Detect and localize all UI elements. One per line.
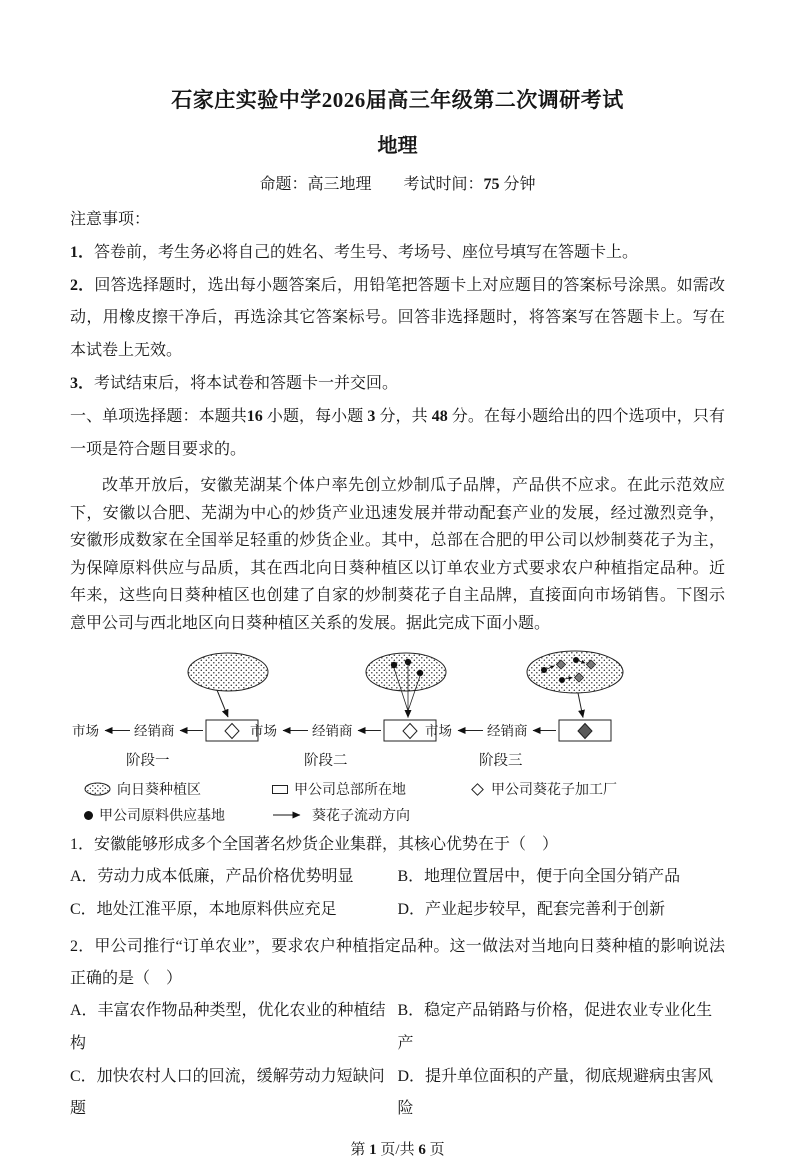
subject-title: 地理: [377, 135, 418, 157]
diagram-stage-3: [425, 651, 623, 769]
notice-item-3: 3．考试结束后，将本试卷和答题卡一并交回。: [70, 374, 399, 392]
question-2-options: [70, 995, 725, 1126]
supply-base-dot: [559, 677, 565, 683]
supply-base-icon: [84, 811, 93, 820]
legend-label: 向日葵种植区: [117, 783, 201, 799]
factory-icon: [471, 783, 484, 796]
dealer-label: 经销商: [487, 723, 528, 739]
exam-meta: 命题：高三地理 考试时间：75 分钟: [259, 176, 536, 193]
question-1-option-a: A．劳动力成本低廉，产品价格优势明显: [70, 868, 354, 886]
legend-flow-direction: [272, 805, 470, 825]
legend-factory: [470, 779, 725, 799]
relationship-diagram: [70, 649, 630, 771]
market-label: 市场: [250, 723, 277, 739]
question-1: [70, 829, 725, 927]
stage-label: 阶段二: [304, 753, 348, 770]
diagram-legend: [70, 779, 725, 825]
supply-base-dot: [541, 667, 547, 673]
question-1-stem: 1．安徽能够形成多个全国著名炒货企业集群，其核心优势在于（ ）: [70, 836, 559, 854]
reading-passage: 改革开放后，安徽芜湖某个体户率先创立炒制瓜子品牌，产品供不应求。在此示范效应下，安徽以合肥、芜湖为中心的炒货产业迅速发展并带动配套产业的发展，经过激烈竞争，安徽形成数家在全国举足轻重的炒货企业。其中，总部在合肥的甲公司以炒制葵花子为主，为保障原料供应与品质，其在西北向日葵种植区以订单农业方式要求农户种植指定品种。近年来，这些向日葵种植区也创建了自家的炒制葵花子自主品牌，直接面向市场销售。下图示意甲公司与西北地区向日葵种植区关系的发展。据此完成下面小题。: [70, 477, 725, 632]
flow-arrow-icon: [272, 810, 306, 820]
dealer-label: 经销商: [134, 723, 175, 739]
planting-region-icon: [84, 782, 111, 796]
question-2-option-d: D．提升单位面积的产量，彻底规避病虫害风险: [397, 1067, 714, 1118]
question-2-stem: 2．甲公司推行“订单农业”，要求农户种植指定品种。这一做法对当地向日葵种植的影响说法正确的是（ ）: [70, 938, 725, 988]
headquarters-icon: [272, 785, 288, 794]
legend-label: 甲公司葵花子加工厂: [491, 783, 617, 799]
stage-label: 阶段三: [479, 753, 523, 770]
market-label: 市场: [425, 723, 452, 739]
flow-arrow: [217, 690, 228, 717]
planting-region-ellipse: [188, 653, 268, 691]
question-2-option-a: A．丰富农作物品种类型，优化农业的种植结构: [70, 1002, 386, 1052]
legend-supply-base: [84, 805, 272, 825]
question-1-option-d: D．产业起步较早，配套完善利于创新: [397, 901, 666, 919]
question-2-option-c: C．加快农村人口的回流，缓解劳动力短缺问题: [70, 1067, 385, 1118]
legend-label: 甲公司总部所在地: [294, 783, 406, 799]
section-heading: 一、单项选择题：本题共16 小题，每小题 3 分，共 48 分。在每小题给出的四个选项中，只有一项是符合题目要求的。: [70, 407, 725, 458]
notice-item-1: 1．答卷前，考生务必将自己的姓名、考生号、考场号、座位号填写在答题卡上。: [70, 243, 639, 261]
notice-heading: 注意事项：: [70, 211, 151, 228]
question-1-options: [70, 861, 725, 927]
supply-base-dot: [417, 670, 423, 676]
flow-arrow: [578, 693, 583, 718]
page-title: 石家庄实验中学2026届高三年级第二次调研考试: [171, 88, 624, 112]
question-1-option-c: C．地处江淮平原，本地原料供应充足: [70, 901, 337, 919]
question-2: [70, 931, 725, 1126]
stage-label: 阶段一: [126, 753, 170, 770]
legend-label: 葵花子流动方向: [312, 809, 410, 825]
market-label: 市场: [72, 723, 99, 739]
dealer-label: 经销商: [312, 723, 353, 739]
question-1-option-b: B．地理位置居中，便于向全国分销产品: [397, 868, 681, 886]
supply-base-dot: [391, 662, 397, 668]
supply-base-dot: [573, 657, 579, 663]
notice-item-2: 2．回答选择题时，选出每小题答案后，用铅笔把答题卡上对应题目的答案标号涂黑。如需改动，用橡皮擦干净后，再选涂其它答案标号。回答非选择题时，将答案写在答题卡上。写在本试卷上无效。: [70, 276, 725, 360]
diagram-stage-2: [250, 653, 446, 769]
diagram-block: [70, 649, 725, 825]
planting-region-ellipse: [366, 653, 446, 691]
legend-planting-region: [84, 779, 272, 799]
legend-headquarters: [272, 779, 470, 799]
supply-base-dot: [405, 659, 411, 665]
question-2-option-b: B．稳定产品销路与价格，促进农业专业化生产: [397, 1002, 713, 1052]
legend-label: 甲公司原料供应基地: [99, 809, 225, 825]
diagram-stage-1: [72, 653, 268, 769]
page-footer: 第 1 页/共 6 页: [350, 1142, 445, 1159]
